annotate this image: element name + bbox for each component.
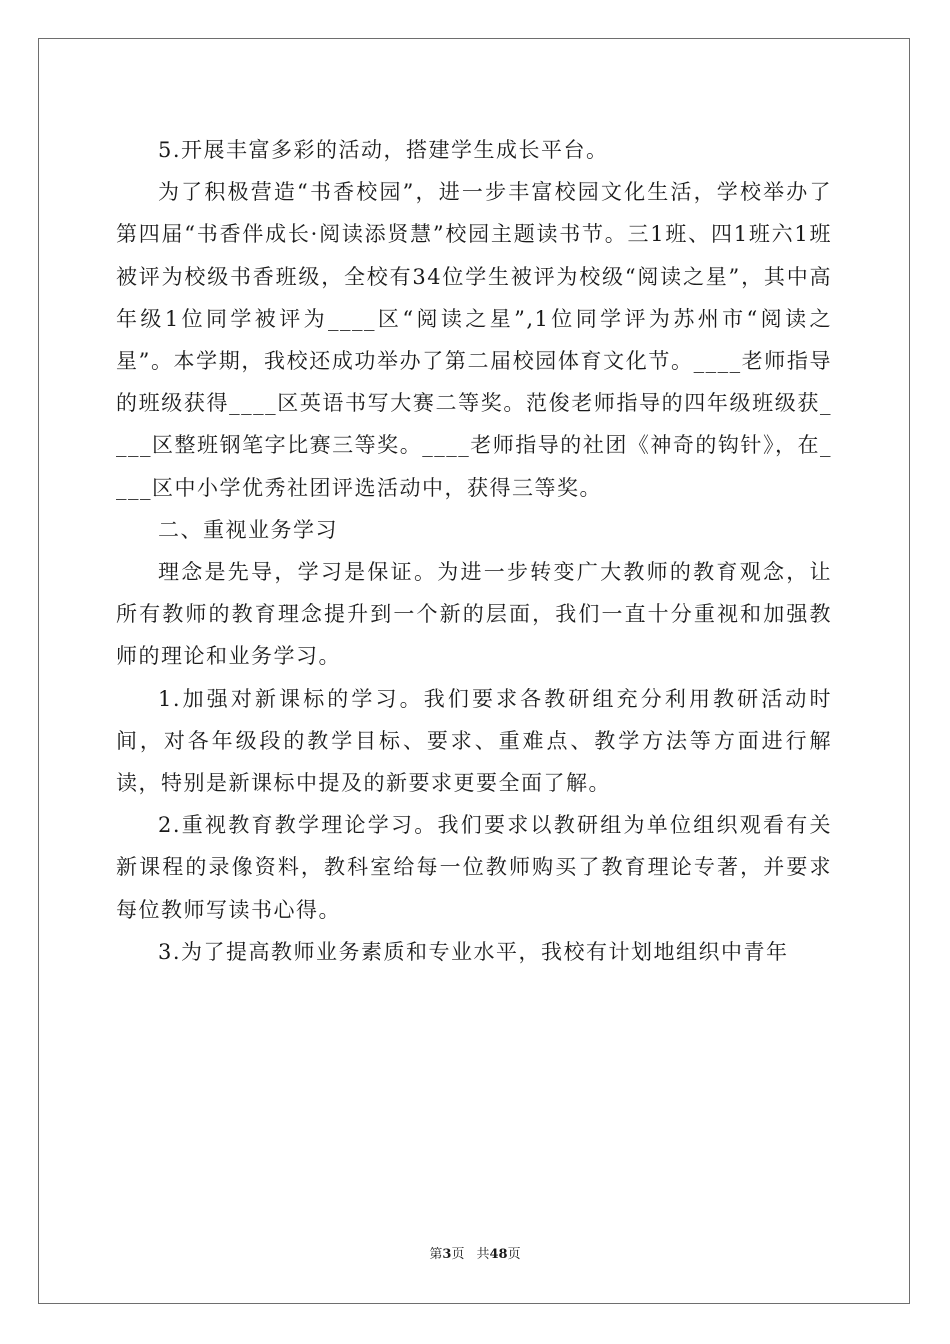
paragraph-teacher-quality: 3.为了提高教师业务素质和专业水平，我校有计划地组织中青年	[158, 939, 789, 964]
paragraph-activities-heading: 5.开展丰富多彩的活动，搭建学生成长平台。	[158, 138, 609, 162]
page-prefix: 第	[429, 1247, 443, 1262]
paragraph-new-curriculum: 1.加强对新课标的学习。我们要求各教研组充分利用教研活动时间，对各年级段的教学目标、要求、重难点、教学方法等方面进行解读，特别是新课标中提及的新要求更要全面了解。	[116, 686, 832, 796]
page-current: 3	[442, 1247, 452, 1262]
page-unit: 页	[451, 1247, 465, 1262]
paragraph-philosophy: 理念是先导，学习是保证。为进一步转变广大教师的教育观念，让所有教师的教育理念提升到一个新的层面，我们一直十分重视和加强教师的理论和业务学习。	[116, 560, 832, 669]
paragraph-theory-study: 2.重视教育教学理论学习。我们要求以教研组为单位组织观看有关新课程的录像资料，教科室给每一位教师购买了教育理论专著，并要求每位教师写读书心得。	[116, 813, 832, 922]
document-body	[116, 129, 832, 973]
page-footer	[0, 1243, 950, 1262]
total-unit: 页	[507, 1247, 521, 1262]
page-total: 48	[489, 1247, 508, 1262]
total-prefix: 共	[476, 1247, 490, 1262]
paragraph-reading-festival: 为了积极营造“书香校园”，进一步丰富校园文化生活，学校举办了第四届“书香伴成长·阅读添贤慧”校园主题读书节。三1班、四1班六1班被评为校级书香班级，全校有34位学生被评为校级“阅读之星”，其中高年级1位同学被评为____区“阅读之星”,1位同学评为苏州市“阅读之星”。本学期，我校还成功举办了第二届校园体育文化节。____老师指导的班级获得____区英语书写大赛二等奖。范俊老师指导的四年级班级获____区整班钢笔字比赛三等奖。____老师指导的社团《神奇的钩针》，在____区中小学优秀社团评选活动中，获得三等奖。	[116, 180, 832, 500]
section-heading-business-study: 二、重视业务学习	[158, 517, 338, 542]
